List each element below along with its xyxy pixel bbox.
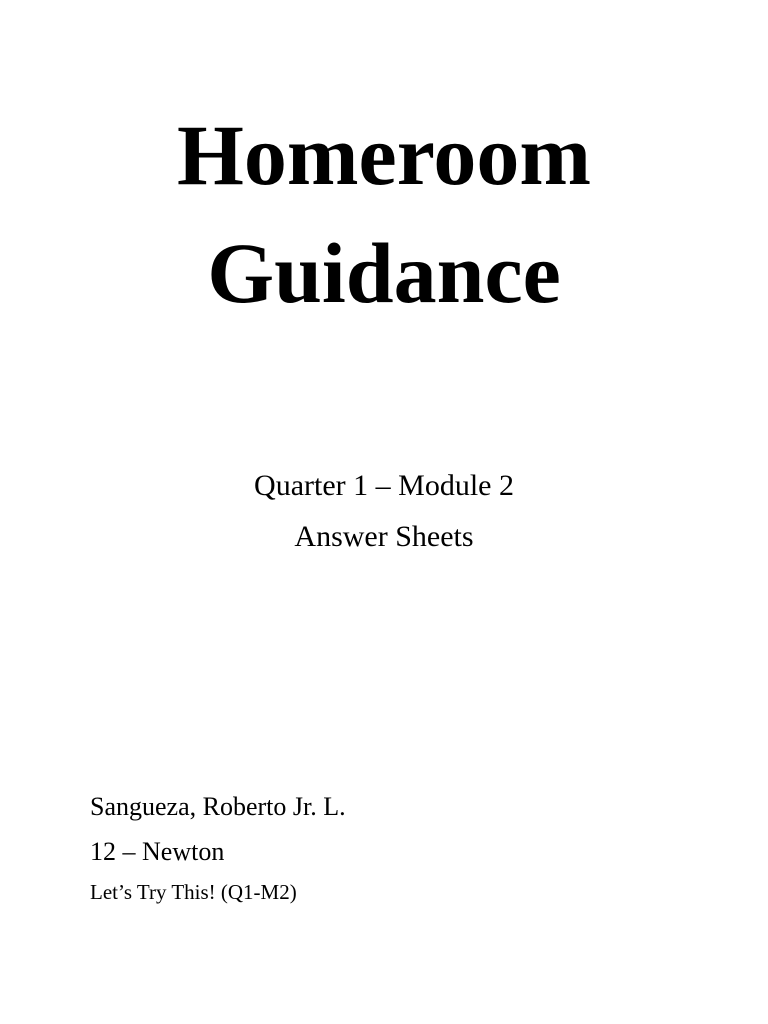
page-title: [0, 96, 768, 332]
title-line-1: Homeroom: [177, 107, 591, 203]
quarter-module-label: Quarter 1 – Module 2: [254, 469, 514, 502]
student-info: [90, 784, 690, 910]
student-name: Sangueza, Roberto Jr. L.: [90, 792, 346, 821]
module-subtitle: [0, 460, 768, 562]
student-section: 12 – Newton: [90, 837, 225, 866]
activity-title: Let’s Try This! (Q1-M2): [90, 880, 297, 904]
answer-sheets-label: Answer Sheets: [294, 520, 474, 553]
title-line-2: Guidance: [207, 225, 561, 321]
